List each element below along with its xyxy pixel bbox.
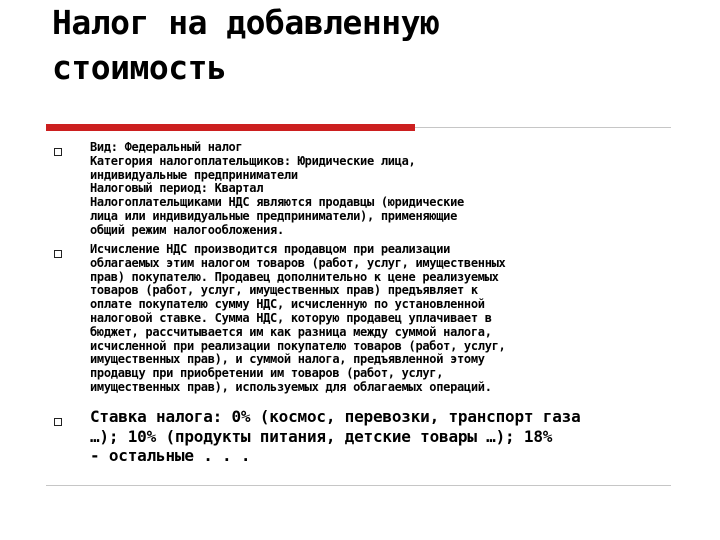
bullet-text-1: Вид: Федеральный налог Категория налогоплательщиков: Юридические лица, индивидуальные предприниматели Налоговый период: Квартал Налогоплательщиками НДС являются продавцы (юридические лица или индивидуальные предприниматели), применяющие общий режим налогообложения. [90, 140, 464, 237]
bullet-icon [54, 418, 62, 426]
bullet-text-2: Исчисление НДС производится продавцом при реализации облагаемых этим налогом товаров (работ, услуг, имущественных прав) покупателю. Продавец дополнительно к цене реализуемых товаров (работ, услуг, имущественных прав) предъявляет к оплате покупателю сумму НДС, исчисленную по установленной налоговой ставке. Сумма НДС, которую продавец уплачивает в бюджет, рассчитывается им как разница между суммой налога, исчисленной при реализации покупателю товаров (работ, услуг, имущественных прав), и суммой налога, предъявленной этому продавцу при приобретении им товаров (работ, услуг, имущественных прав), используемых для облагаемых операций. [90, 242, 506, 394]
slide-title-text: Налог на добавленную стоимость [52, 3, 440, 87]
bullet-icon [54, 250, 62, 258]
bottom-divider [46, 485, 671, 486]
slide-title [52, 0, 692, 90]
accent-bar [46, 124, 415, 131]
bullet-icon [54, 148, 62, 156]
bullet-text-3: Ставка налога: 0% (космос, перевозки, транспорт газа …); 10% (продукты питания, детские товары …); 18% - остальные . . . [90, 407, 581, 465]
